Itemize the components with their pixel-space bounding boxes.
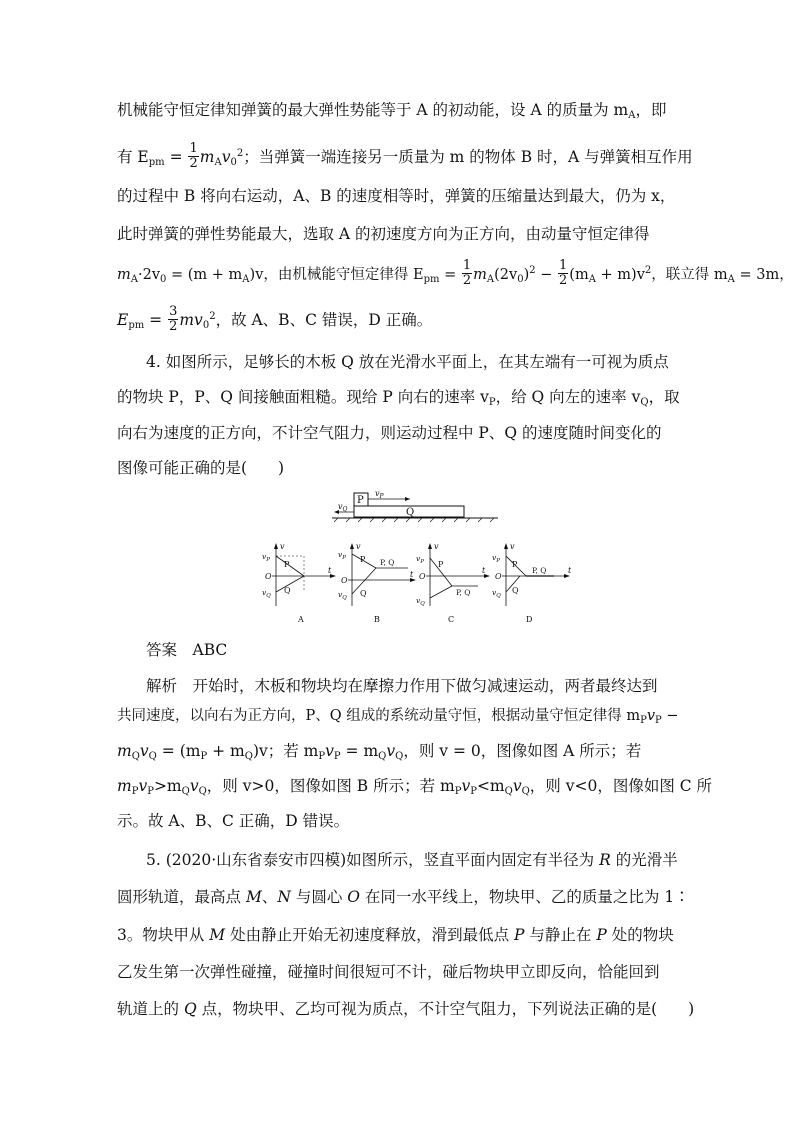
para1-line5: $m_A\cdot 2v_0 = (m + m_A)v$，由机械能守恒定律得 $E_{pm}$ = $\frac{1}{2}$ $m_A(2v_0)^2$ − $\frac{1}{2}$ $(m_A + m)v^2$，联立得 $m_A = 3m$， bbox=[117, 257, 794, 288]
vq-label: $v_Q$ bbox=[338, 502, 348, 513]
answer-label: 答案 bbox=[146, 641, 178, 659]
fraction: $\frac{1}{2}$ bbox=[559, 257, 568, 288]
vp-label: $v_P$ bbox=[375, 489, 384, 500]
analysis-label: 解析 bbox=[146, 677, 178, 695]
svg-text:v: v bbox=[280, 542, 285, 551]
q5-line2: 圆形轨道，最高点 M、N 与圆心 O 在同一水平线上，物块甲、乙的质量之比为 1∶ bbox=[117, 888, 690, 906]
board-block-figure bbox=[330, 488, 500, 524]
para1-line1: 机械能守恒定律知弹簧的最大弹性势能等于 A 的初动能，设 A 的质量为 $m_A$，即 bbox=[117, 101, 667, 121]
board-q-label: Q bbox=[406, 507, 415, 518]
svg-text:t: t bbox=[482, 566, 486, 575]
svg-text:P, Q: P, Q bbox=[532, 566, 547, 575]
vp-arrow-head bbox=[405, 497, 410, 501]
svg-text:t: t bbox=[328, 566, 332, 575]
svg-text:v: v bbox=[356, 542, 361, 551]
svg-text:t: t bbox=[410, 570, 414, 579]
graph-d-label: D bbox=[526, 615, 533, 624]
q4-line1: 4. 如图所示，足够长的木板 Q 放在光滑水平面上，在其左端有一可视为质点 bbox=[146, 353, 669, 371]
q4-line2: 的物块 P，P、Q 间接触面粗糙。现给 P 向右的速率 $v_P$，给 Q 向左的速率 $v_Q$，取 bbox=[117, 388, 680, 408]
svg-text:vP: $v_P$ bbox=[338, 550, 346, 561]
graph-c bbox=[412, 540, 496, 628]
block-p-label: P bbox=[357, 495, 364, 506]
svg-text:v: v bbox=[510, 542, 515, 551]
svg-text:P: P bbox=[438, 560, 444, 569]
svg-text:t: t bbox=[568, 566, 572, 575]
answer-value: ABC bbox=[192, 641, 228, 659]
svg-text:Q: Q bbox=[284, 586, 291, 595]
graph-c-label: C bbox=[448, 615, 455, 624]
graph-a bbox=[258, 540, 342, 628]
q5-line1: 5. (2020·山东省泰安市四模)如图所示，竖直平面内固定有半径为 R 的光滑半 bbox=[146, 851, 678, 869]
svg-text:O: O bbox=[265, 572, 272, 581]
graph-d bbox=[488, 540, 578, 628]
svg-text:vQ: $v_Q$ bbox=[492, 588, 501, 599]
svg-text:vQ: $v_Q$ bbox=[416, 596, 425, 607]
svg-text:P: P bbox=[512, 560, 518, 569]
svg-text:v: v bbox=[434, 542, 439, 551]
svg-text:O: O bbox=[419, 572, 426, 581]
svg-text:P, Q: P, Q bbox=[380, 558, 395, 567]
svg-text:vP: $v_P$ bbox=[416, 554, 424, 565]
analysis-line1: 解析 开始时，木板和物块均在摩擦力作用下做匀减速运动，两者最终达到 bbox=[146, 677, 658, 695]
q4-line3: 向右为速度的正方向，不计空气阻力，则运动过程中 P、Q 的速度随时间变化的 bbox=[117, 424, 662, 442]
q5-line4: 乙发生第一次弹性碰撞，碰撞时间很短可不计，碰后物块甲立即反向，恰能回到 bbox=[117, 963, 660, 981]
answer-line bbox=[146, 640, 679, 660]
para1-line4: 此时弹簧的弹性势能最大，选取 A 的初速度方向为正方向，由动量守恒定律得 bbox=[117, 225, 650, 243]
svg-text:vP: $v_P$ bbox=[492, 553, 500, 564]
fraction: $\frac{3}{2}$ bbox=[169, 303, 178, 334]
svg-text:O: O bbox=[341, 576, 348, 585]
para1-line6: $E_{pm}$ = $\frac{3}{2}$ $mv_0^2$，故 A、B、C 错误，D 正确。 bbox=[117, 303, 433, 334]
graph-a-label: A bbox=[298, 615, 304, 624]
svg-text:P: P bbox=[360, 555, 366, 564]
ground-hatching bbox=[334, 518, 494, 522]
fraction: $\frac{1}{2}$ bbox=[189, 140, 198, 171]
analysis-line4: $m_Pv_P>m_Qv_Q$，则 v>0，图像如图 B 所示；若 $m_Pv_P<m_Qv_Q$，则 v<0，图像如图 C 所 bbox=[117, 777, 713, 797]
q5-line3: 3。物块甲从 M 处由静止开始无初速度释放，滑到最低点 P 与静止在 P 处的物块 bbox=[117, 926, 674, 944]
q4-line4: 图像可能正确的是( ) bbox=[117, 459, 285, 477]
svg-text:vP: $v_P$ bbox=[262, 552, 270, 563]
graph-b-label: B bbox=[374, 615, 380, 624]
svg-text:O: O bbox=[495, 572, 502, 581]
svg-text:P, Q: P, Q bbox=[456, 588, 471, 597]
para1-line3: 的过程中 B 将向右运动，A、B 的速度相等时，弹簧的压缩量达到最大，仍为 x， bbox=[117, 187, 676, 205]
analysis-line3: $m_Qv_Q = (m_P + m_Q)v$；若 $m_Pv_P = m_Qv_Q$，则 v = 0，图像如图 A 所示；若 bbox=[117, 742, 642, 762]
para1-line2: 有 $E_{pm}$ = $\frac{1}{2}$ $m_Av_0^2$；当弹簧一端连接另一质量为 m 的物体 B 时，A 与弹簧相互作用 bbox=[117, 140, 693, 171]
q5-line5: 轨道上的 Q 点，物块甲、乙均可视为质点，不计空气阻力，下列说法正确的是( ) bbox=[117, 1000, 695, 1018]
fraction: $\frac{1}{2}$ bbox=[462, 257, 472, 288]
svg-text:Q: Q bbox=[360, 589, 367, 598]
analysis-line2: 共同速度，以向右为正方向，P、Q 组成的系统动量守恒，根据动量守恒定律得 $m_Pv_P$ − bbox=[117, 708, 679, 726]
graph-b bbox=[334, 540, 422, 628]
svg-text:vQ: $v_Q$ bbox=[262, 588, 271, 599]
svg-text:P: P bbox=[284, 560, 290, 569]
svg-text:Q: Q bbox=[512, 586, 519, 595]
analysis-line5: 示。故 A、B、C 正确，D 错误。 bbox=[117, 812, 350, 830]
svg-text:vQ: $v_Q$ bbox=[338, 590, 347, 601]
